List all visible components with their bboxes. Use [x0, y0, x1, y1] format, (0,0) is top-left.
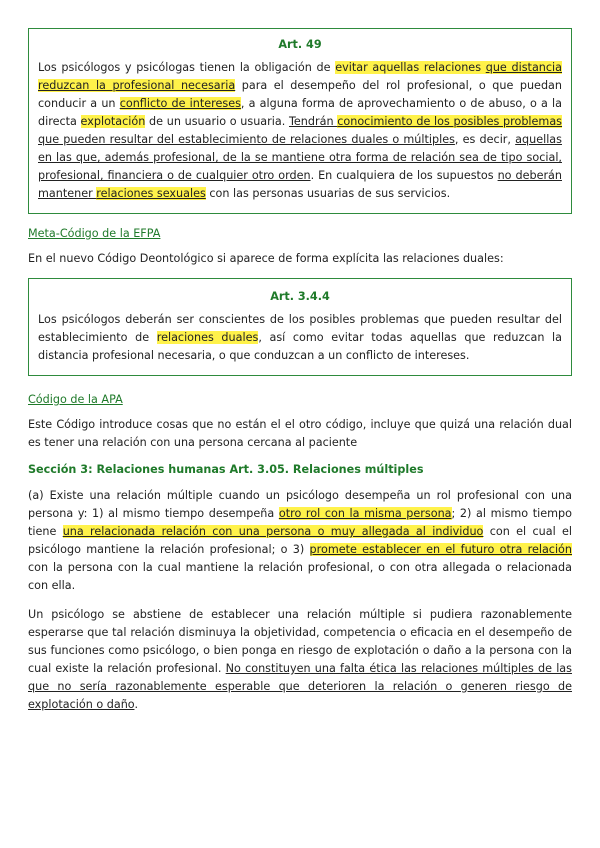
highlight: evitar aquellas relaciones — [335, 61, 486, 74]
text-run: para el desempeño del rol profesional, o que puedan conducir a un — [38, 79, 562, 110]
text-run: ; 2) al mismo tiempo tiene — [28, 507, 572, 538]
efpa-intro: En el nuevo Código Deontológico si aparece de forma explícita las relaciones duales: — [28, 252, 504, 265]
art-49-text — [38, 59, 562, 203]
text-run: con las personas usuarias de sus servicios. — [205, 187, 451, 200]
text-run: (a) Existe una relación múltiple cuando un psicólogo desempeña un rol profesional con una persona y: 1) al mismo tiempo desempeña — [28, 489, 572, 520]
text-run: , es decir, — [454, 133, 516, 146]
highlight: explotación — [80, 115, 146, 128]
efpa-link[interactable]: Meta-Código de la EFPA — [28, 227, 161, 240]
art-344-title: Art. 3.4.4 — [270, 290, 330, 303]
underline: aquellas en las que, además profesional, de la se mantiene otra forma de relación sea de tipo social, profesional, financiera o de cualquier otro orden — [38, 133, 562, 182]
text-run: con el cual el psicólogo mantiene la relación profesional; o 3) — [28, 525, 572, 556]
highlight-underline: conflicto de intereses — [119, 97, 241, 110]
art-49-box — [28, 28, 572, 214]
art-344-text — [38, 311, 562, 365]
apa-paragraph-b — [28, 606, 572, 714]
apa-intro: Este Código introduce cosas que no están el el otro código, incluye que quizá una relación dual es tener una relación con una persona cercana al paciente — [28, 418, 572, 449]
highlight-underline: otro rol con la misma persona — [278, 507, 452, 520]
document-page — [28, 28, 572, 714]
highlight: relaciones duales — [156, 331, 259, 344]
text-run: , a alguna forma de aprovechamiento o de abuso, o a la directa — [38, 97, 562, 128]
highlight-underline: promete establecer en el futuro otra relación — [309, 543, 572, 556]
text-run: . En cualquiera de los supuestos — [310, 169, 498, 182]
text-run: Un psicólogo se abstiene de establecer una relación múltiple si pudiera razonablemente esperarse que tal relación disminuya la objetividad, competencia o eficacia en el desempeño de sus funciones como psicólogo, o bien ponga en riesgo de explotación o daño a la persona con la cual existe la relación profesional. — [28, 608, 572, 675]
highlight-underline: relaciones sexuales — [96, 187, 206, 200]
text-run: Los psicólogos y psicólogas tienen la obligación de — [38, 61, 336, 74]
text-run: de un usuario o usuaria. — [145, 115, 289, 128]
text-run: , así como evitar todas aquellas que reduzcan la distancia profesional necesaria, o que conduzcan a un conflicto de intereses. — [38, 331, 562, 362]
apa-paragraph-a — [28, 487, 572, 595]
underline: no deberán mantener — [38, 169, 562, 200]
text-run: . — [134, 698, 139, 711]
text-run: con la persona con la cual mantiene la relación profesional, o con otra allegada o relacionada con ella. — [28, 561, 572, 592]
text-run: Los psicólogos deberán ser conscientes de los posibles problemas que pueden resultar del establecimiento de — [38, 313, 562, 344]
highlight-underline: conocimiento de los posibles problemas — [337, 115, 563, 128]
art-49-title: Art. 49 — [278, 38, 322, 51]
art-344-box — [28, 278, 572, 376]
apa-link[interactable]: Código de la APA — [28, 393, 123, 406]
highlight-underline: una relacionada relación con una persona o muy allegada al individuo — [62, 525, 484, 538]
underline: Tendrán — [288, 115, 338, 128]
highlight-underline: que distancia reduzcan la profesional necesaria — [38, 61, 562, 92]
underline: que pueden resultar del establecimiento de relaciones duales o múltiples — [38, 133, 455, 146]
underline: No constituyen una falta ética las relaciones múltiples de las que no sería razonablemente esperable que deterioren la relación o generen riesgo de explotación o daño — [28, 662, 572, 711]
section-title: Sección 3: Relaciones humanas Art. 3.05. Relaciones múltiples — [28, 463, 424, 476]
